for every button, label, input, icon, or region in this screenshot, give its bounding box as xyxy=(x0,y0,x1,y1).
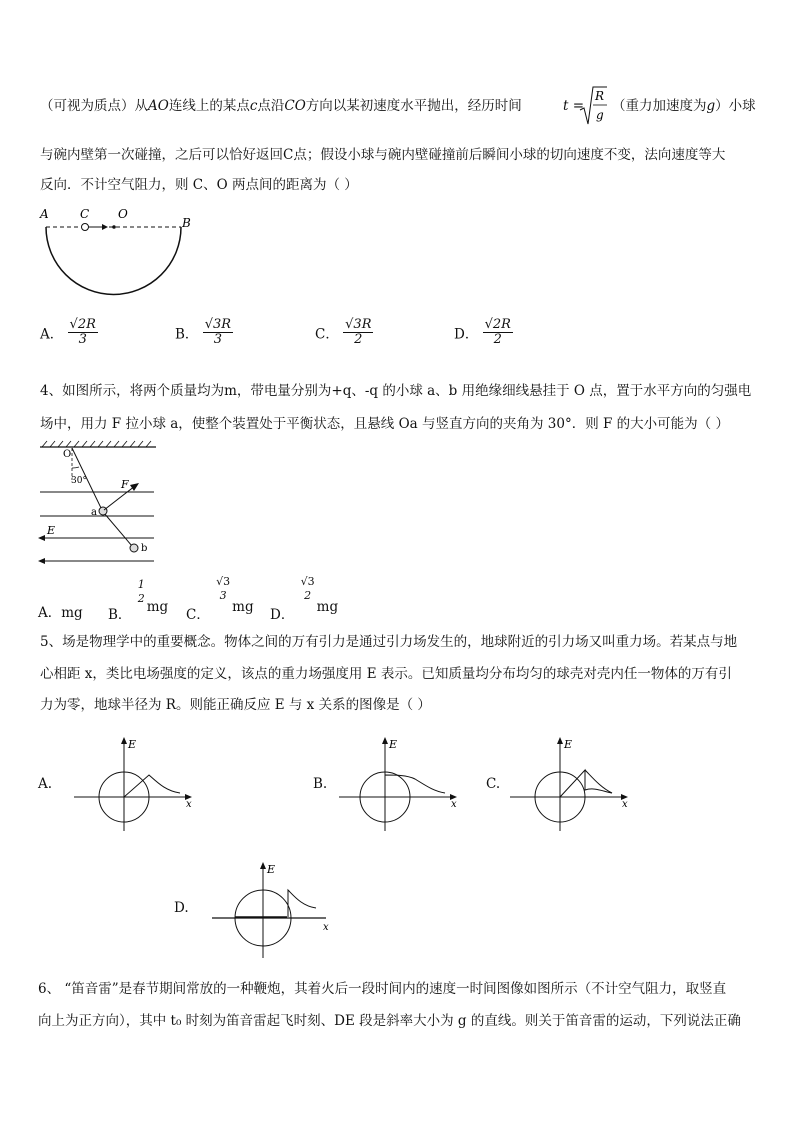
q3-text: 连线上的某点 xyxy=(168,98,250,114)
q3-text: 点沿 xyxy=(257,98,285,114)
q3-label-c: C xyxy=(80,207,90,221)
option-fraction xyxy=(203,318,233,347)
option-letter: B． xyxy=(175,326,199,343)
q3-point-o xyxy=(112,225,116,229)
fraction-denominator: 2 xyxy=(137,592,145,605)
fraction-denominator: 2 xyxy=(493,332,502,347)
fraction-numerator: 1 xyxy=(137,578,145,591)
q4-line-1: 4、如图所示，将两个质量均为m，带电量分别为+q、-q 的小球 a、b 用绝缘细线悬挂于 O 点，置于水平方向的匀强电 xyxy=(40,383,752,399)
y-axis-arrow xyxy=(557,737,563,744)
option-letter: A． xyxy=(40,326,64,343)
q3-line-2: 与碗内壁第一次碰撞，之后可以恰好返回C点；假设小球与碗内壁碰撞前后瞬间小球的切向速度不变，法向速度等大 xyxy=(40,147,726,163)
e-curve xyxy=(560,770,612,797)
q3-sqrt-g: g xyxy=(596,108,604,122)
fraction-denominator: 3 xyxy=(78,332,87,347)
option-letter: D． xyxy=(270,606,295,623)
q3-option-b[interactable] xyxy=(175,318,233,347)
option-fraction xyxy=(214,575,232,603)
option-fraction xyxy=(68,318,98,347)
q5-option-d-letter[interactable]: D. xyxy=(174,900,189,916)
q3-var-t: t = xyxy=(563,98,585,114)
q3-text: （可视为质点）从 xyxy=(40,98,148,114)
y-axis-label: E xyxy=(128,738,137,751)
fraction-numerator: √3 xyxy=(216,575,231,588)
y-axis-arrow xyxy=(260,862,266,869)
e-curve xyxy=(124,775,180,797)
option-text: mg xyxy=(232,598,254,615)
option-letter: C． xyxy=(315,326,339,343)
x-axis-label: x xyxy=(323,922,329,933)
option-fraction xyxy=(299,575,317,603)
q5-line-3: 力为零，地球半径为 R。则能正确反应 E 与 x 关系的图像是（ ） xyxy=(40,697,431,713)
q3-var-ao: AO xyxy=(148,98,169,114)
q3-sqrt-fraction xyxy=(578,84,608,128)
q4-option-d[interactable] xyxy=(270,575,339,623)
q3-option-c[interactable] xyxy=(315,318,373,347)
option-text: mg xyxy=(61,605,83,621)
q4-force-arrowhead xyxy=(130,483,139,491)
fraction-numerator: √3R xyxy=(204,317,232,332)
q5-graph-c[interactable] xyxy=(506,735,636,835)
x-axis-label: x xyxy=(622,799,628,810)
fraction-denominator: 3 xyxy=(213,332,223,347)
q3-line-3: 反向．不计空气阻力，则 C、O 两点间的距离为（ ） xyxy=(40,177,358,193)
fraction-numerator: √3 xyxy=(300,575,315,588)
fraction-denominator: 3 xyxy=(219,589,227,602)
q4-ceiling-hatch xyxy=(42,441,151,447)
fraction-denominator: 2 xyxy=(304,589,312,602)
q3-label-o: O xyxy=(118,207,128,221)
q5-graph-b[interactable] xyxy=(335,735,465,835)
fraction-numerator: √3R xyxy=(345,317,372,332)
e-curve xyxy=(288,890,316,917)
option-letter: D． xyxy=(454,326,479,343)
q3-text: ）小球 xyxy=(715,98,756,114)
y-axis-arrow xyxy=(382,737,388,744)
q5-option-a-letter[interactable]: A. xyxy=(38,776,53,792)
option-text: mg xyxy=(316,598,339,615)
q5-line-2: 心相距 x，类比电场强度的定义，该点的重力场强度用 E 表示。已知质量均分布均匀的球壳对壳内任一物体的万有引 xyxy=(40,666,732,682)
q4-line-2: 场中，用力 F 拉小球 a，使整个装置处于平衡状态，且悬线 Oa 与竖直方向的夹角为 30°．则 F 的大小可能为（ ） xyxy=(40,416,729,432)
option-fraction xyxy=(343,318,373,347)
q4-option-c[interactable] xyxy=(186,575,254,623)
q4-label-f: F xyxy=(121,478,129,491)
q4-label-a: a xyxy=(91,507,97,518)
option-text: mg xyxy=(146,598,169,615)
q3-line-1-end xyxy=(612,97,756,115)
q4-angle-arc xyxy=(72,467,79,468)
y-axis-label: E xyxy=(389,738,398,751)
q3-text: （重力加速度为 xyxy=(612,98,707,114)
q6-line-1: 6、 “笛音雷”是春节期间常放的一种鞭炮，其着火后一段时间内的速度一时间图像如图所示（不计空气阻力，取竖直 xyxy=(38,981,727,997)
q6-line-2: 向上为正方向），其中 t₀ 时刻为笛音雷起飞时刻、DE 段是斜率大小为 g 的直线。则关于笛音雷的运动，下列说法正确 xyxy=(38,1013,741,1029)
q3-option-a[interactable] xyxy=(40,318,98,347)
q3-label-a: A xyxy=(40,207,49,221)
x-axis-label: x xyxy=(186,799,192,810)
q3-arrow-head xyxy=(102,224,108,230)
fraction-numerator: √2R xyxy=(484,317,511,332)
q3-var-g: g xyxy=(706,98,716,114)
q4-option-b[interactable] xyxy=(108,578,169,623)
q4-label-e: E xyxy=(47,524,56,537)
q5-graph-a[interactable] xyxy=(70,735,200,835)
q3-ball xyxy=(82,224,89,231)
fraction-denominator: 2 xyxy=(354,332,363,347)
q3-label-b: B xyxy=(182,216,191,230)
q4-option-a[interactable] xyxy=(38,601,83,621)
q3-bowl-arc xyxy=(46,227,181,294)
option-letter: A． xyxy=(38,605,62,621)
y-axis-label: E xyxy=(564,738,573,751)
q4-label-b: b xyxy=(141,543,148,554)
q4-force-arrow xyxy=(104,486,135,510)
e-curve xyxy=(385,775,445,797)
q5-graph-d[interactable] xyxy=(208,860,338,960)
y-axis-arrow xyxy=(121,737,127,744)
q3-text: 方向以某初速度水平抛出，经历时间 xyxy=(305,98,522,114)
x-axis-label: x xyxy=(451,799,457,810)
q5-option-b-letter[interactable]: B. xyxy=(313,776,328,792)
q5-line-1: 5、场是物理学中的重要概念。物体之间的万有引力是通过引力场发生的，地球附近的引力场又叫重力场。若某点与地 xyxy=(40,634,738,650)
q3-var-c: c xyxy=(249,98,258,114)
option-letter: B． xyxy=(108,606,132,623)
q4-field-arrowheads xyxy=(38,535,45,564)
q4-label-angle: 30° xyxy=(71,476,87,486)
option-letter: C． xyxy=(186,606,210,623)
q3-option-d[interactable] xyxy=(454,318,513,347)
q4-ball-b xyxy=(130,544,138,552)
q3-bowl-figure xyxy=(36,205,196,300)
y-axis-label: E xyxy=(267,863,276,876)
option-fraction xyxy=(483,318,513,347)
fraction-numerator: √2R xyxy=(69,317,96,332)
q3-line-1 xyxy=(40,97,522,115)
q5-option-c-letter[interactable]: C. xyxy=(486,776,501,792)
q4-figure xyxy=(36,438,166,573)
option-fraction xyxy=(136,578,147,606)
q4-label-o: O xyxy=(63,449,72,460)
q3-sqrt-R: R xyxy=(595,89,605,103)
q3-var-co: CO xyxy=(284,98,306,114)
q4-string-ab xyxy=(104,513,132,546)
